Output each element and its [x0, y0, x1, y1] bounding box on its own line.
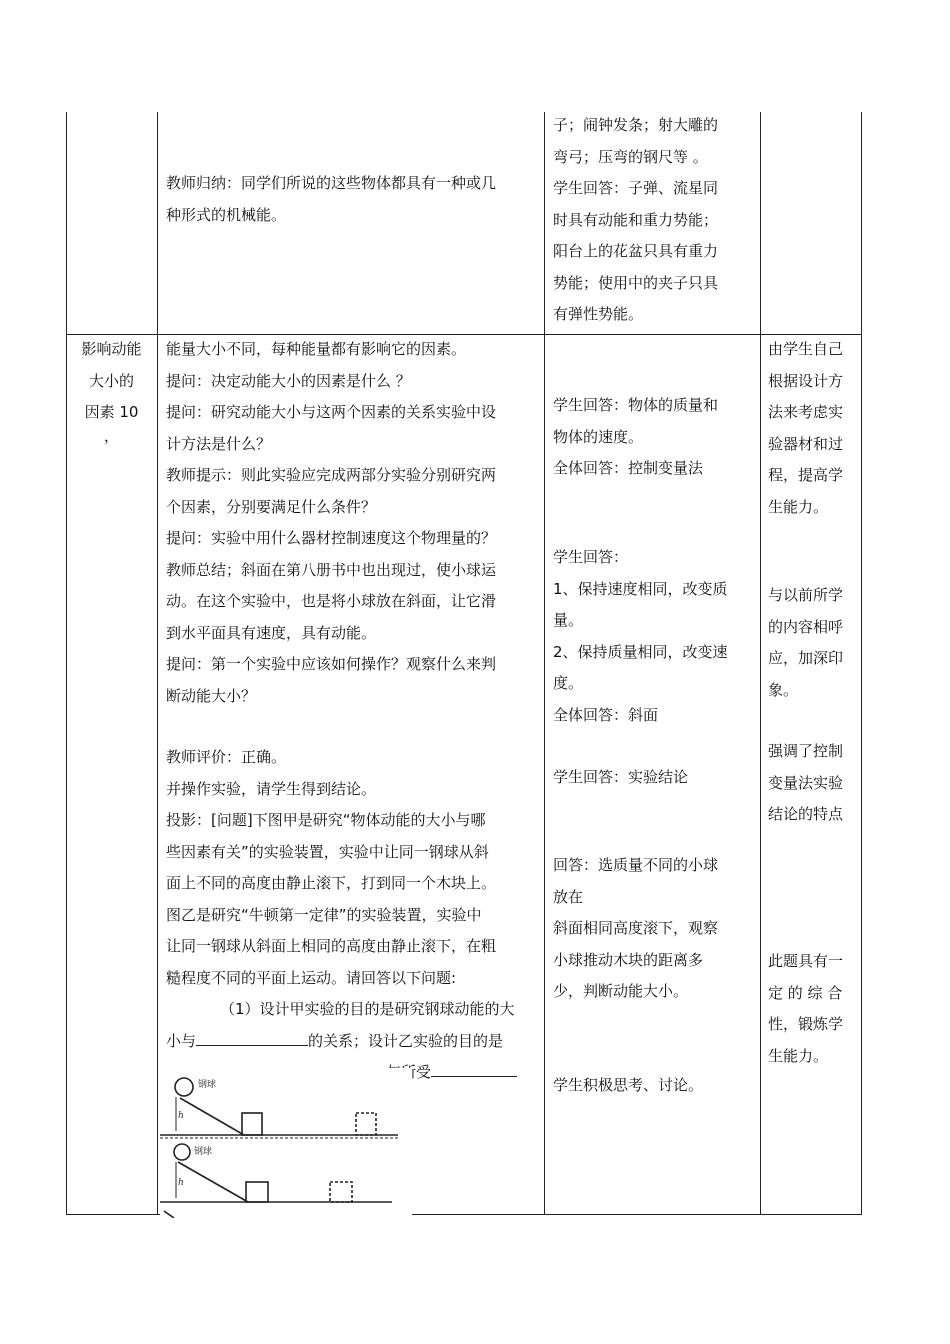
- wood-block-top: [242, 1113, 262, 1135]
- table-divider-2: [544, 112, 545, 1215]
- design-intent-4: 此题具有一 定 的 综 合 性，锻炼学 生能力。: [768, 952, 844, 1065]
- row1-teacher-text: 教师归纳：同学们所说的这些物体都具有一种或几 种形式的机械能。: [166, 174, 497, 224]
- ball-label-top: 钢球: [198, 1080, 217, 1090]
- wood-block-moved-top: [356, 1113, 376, 1135]
- question-line-3: 与所受: [166, 1057, 517, 1089]
- question-line-2: 小与 的关系；设计乙实验的目的是: [166, 1026, 517, 1058]
- wood-block-moved-bottom: [330, 1182, 352, 1202]
- student-response-3: 学生回答：实验结论: [553, 768, 689, 786]
- row2-teacher-text-b: 教师评价：正确。 并操作实验，请学生得到结论。 投影：[问题]下图甲是研究“物体动能的大小与哪 些因素有关”的实验装置，实验中让同一钢球从斜 面上不同的高度由静止滚下，打到同一个木块上。 图乙是研究“牛顿第一定律”的实验装置，实验中 让同一钢球从斜面上相同的高度由静止滚下，在粗 糙程度不同的平面上运动。请回答以下问题: （1）设计甲实验的目的是研究钢球动能的大 小与 的关系；设计乙实验的目的是 与所受: [166, 742, 517, 1089]
- ramp-top: [180, 1098, 244, 1135]
- steel-ball-bottom: [174, 1144, 190, 1160]
- ramp-edge-partial: [164, 1211, 174, 1218]
- design-intent-3: 强调了控制 变量法实验 结论的特点: [768, 742, 844, 823]
- design-intent-1: 由学生自己 根据设计方 法来考虑实 验器材和过 程，提高学 生能力。: [768, 340, 844, 516]
- student-response-2: 学生回答： 1、保持速度相同，改变质 量。 2、保持质量相同，改变速 度。 全体回答：斜面: [553, 548, 728, 724]
- answer-blank-2[interactable]: [431, 1060, 517, 1077]
- table-divider-1: [157, 112, 158, 1215]
- student-response-4: 回答：选质量不同的小球 放在 斜面相同高度滚下，观察 小球推动木块的距离多 少，判断动能大小。: [553, 856, 719, 1000]
- table-border-left: [66, 112, 67, 1215]
- table-border-right: [861, 112, 862, 1215]
- experiment-diagram: [160, 1068, 412, 1218]
- row2-section-title: 影响动能 大小的 因素 10 ，: [81, 340, 142, 445]
- ball-label-bottom: 钢球: [194, 1147, 213, 1157]
- row2-teacher-text-a: 能量大小不同，每种能量都有影响它的因素。 提问：决定动能大小的因素是什么 ？ 提问：研究动能大小与这两个因素的关系实验中设 计方法是什么？ 教师提示：则此实验应完成两部分实验分别研究两 个因素，分别要满足什么条件？ 提问：实验中用什么器材控制速度这个物理量的？ 教师总结；斜面在第八册书中也出现过，使小球运 动。在这个实验中，也是将小球放在斜面，让它滑 到水平面具有速度，具有动能。 提问：第一个实验中应该如何操作？观察什么来判 断动能大小？: [166, 340, 497, 705]
- question-line-1: （1）设计甲实验的目的是研究钢球动能的大: [220, 1000, 515, 1018]
- student-response-5: 学生积极思考、讨论。: [553, 1076, 704, 1094]
- design-intent-2: 与以前所学 的内容相呼 应，加深印 象。: [768, 586, 844, 699]
- wood-block-bottom: [246, 1182, 268, 1202]
- height-label-bottom: h: [178, 1178, 184, 1188]
- table-divider-3: [760, 112, 761, 1215]
- height-label-top: h: [178, 1111, 184, 1121]
- answer-blank-1[interactable]: [196, 1029, 308, 1046]
- diagram-top-apparatus: [160, 1078, 398, 1138]
- row1-student-text: 子；闹钟发条；射大雕的 弯弓；压弯的钢尺等 。 学生回答：子弹、流星同 时具有动能和重力势能； 阳台上的花盆只具有重力 势能；使用中的夹子只具 有弹性势能。: [553, 116, 719, 323]
- ramp-bottom: [178, 1162, 248, 1202]
- student-response-1: 学生回答：物体的质量和 物体的速度。 全体回答：控制变量法: [553, 396, 719, 477]
- steel-ball-top: [175, 1078, 193, 1096]
